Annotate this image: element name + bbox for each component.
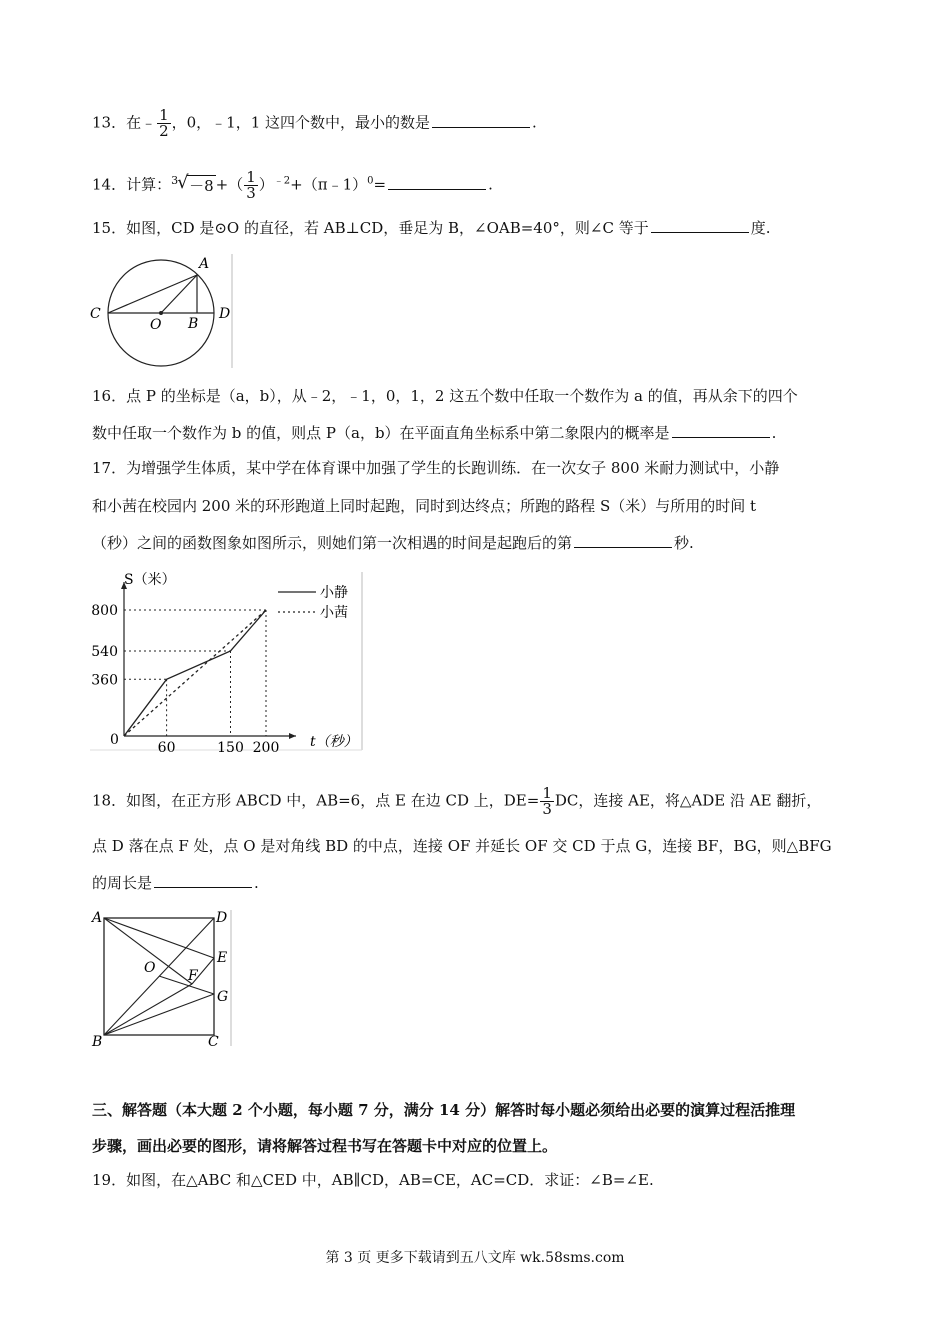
question-18-line2: 点 D 落在点 F 处，点 O 是对角线 BD 的中点，连接 OF 并延长 OF 交 CD 于点 G，连接 BF，BG，则△BFG [92, 837, 832, 855]
question-18-line1: 18．如图，在正方形 ABCD 中，AB=6，点 E 在边 CD 上，DE= $\frac{1}{3}$ DC，连接 AE，将△ADE 沿 AE 翻折， [92, 784, 822, 818]
label-o: O [144, 960, 156, 976]
x-tick-label: 150 [217, 740, 244, 752]
legend-label-1: 小茜 [320, 605, 348, 621]
question-17-line2: 和小茜在校园内 200 米的环形跑道上同时起跑，同时到达终点；所跑的路程 S（米）与所用的时间 t [92, 497, 757, 515]
label-d: D [216, 910, 228, 926]
section-3-heading-line2: 步骤，画出必要的图形，请将解答过程书写在答题卡中对应的位置上。 [92, 1137, 558, 1155]
question-17-line1: 17．为增强学生体质，某中学在体育课中加强了学生的长跑训练．在一次女子 800 米耐力测试中，小静 [92, 459, 780, 477]
label-b: B [188, 316, 199, 332]
origin-label: 0 [110, 732, 119, 748]
answer-blank [574, 533, 672, 548]
section-3-heading-line1: 三、解答题（本大题 2 个小题，每小题 7 分，满分 14 分）解答时每小题必须给出必要的演算过程活推理 [92, 1101, 796, 1119]
question-19: 19．如图，在△ABC 和△CED 中，AB∥CD，AB=CE，AC=CD．求证：∠B=∠E. [92, 1171, 654, 1189]
answer-blank [154, 873, 252, 888]
series-line-1 [124, 610, 266, 736]
label-c: C [90, 306, 101, 322]
question-13: 13．在﹣ $\frac{1}{2}$ ，0，﹣1，1 这四个数中，最小的数是 . [92, 106, 537, 140]
center-point [159, 311, 163, 315]
radical-sign-icon: √ [177, 172, 189, 193]
segment-ca [108, 275, 197, 313]
label-f: F [188, 968, 198, 984]
segment-bf [104, 984, 192, 1035]
square-figure [88, 908, 234, 1048]
legend-label-0: 小静 [320, 585, 348, 601]
label-g: G [217, 989, 229, 1005]
x-tick-label: 200 [252, 740, 280, 752]
answer-blank [432, 113, 530, 128]
segment-bg [104, 994, 214, 1035]
y-tick-label: 800 [91, 603, 118, 619]
series-line-0 [124, 610, 266, 736]
answer-blank [672, 423, 770, 438]
fraction: $\frac{1}{3}$ [542, 784, 552, 818]
label-d: D [219, 306, 231, 322]
cube-root: 3 √ －8 [171, 172, 214, 195]
question-16-line2: 数中任取一个数作为 b 的值，则点 P（a，b）在平面直角坐标系中第二象限内的概率是 . [92, 424, 777, 442]
fraction: $\frac{1}{2}$ [159, 106, 169, 140]
fraction: $\frac{1}{3}$ [246, 168, 256, 202]
segment-ae [104, 918, 214, 958]
label-c: C [208, 1034, 219, 1048]
distance-time-chart [88, 570, 364, 752]
y-tick-label: 540 [91, 643, 118, 660]
y-axis-label: S（米） [124, 572, 176, 588]
x-tick-label: 60 [157, 740, 176, 752]
label-o: O [150, 317, 162, 333]
segment-oa [161, 275, 197, 313]
circle-figure [88, 252, 236, 370]
label-b: B [92, 1034, 103, 1048]
x-axis-arrow-icon [289, 733, 296, 739]
label-a: A [199, 256, 210, 272]
question-17-line3: （秒）之间的函数图象如图所示，则她们第一次相遇的时间是起跑后的第 秒. [92, 534, 694, 552]
question-16-line1: 16．点 P 的坐标是（a，b），从﹣2，﹣1，0，1，2 这五个数中任取一个数作为 a 的值，再从余下的四个 [92, 387, 798, 405]
answer-blank [651, 218, 749, 233]
segment-og [159, 976, 214, 994]
y-tick-label: 360 [91, 672, 118, 689]
question-14: 14．计算： 3 √ －8 +（ $\frac{1}{3}$ ）$^{﹣2}$+（π﹣1）$^0$= . [92, 168, 493, 202]
label-a: A [92, 910, 103, 926]
question-15: 15．如图，CD 是⊙O 的直径，若 AB⊥CD，垂足为 B，∠OAB=40°，则∠C 等于 度. [92, 219, 771, 237]
x-axis-label: t（秒） [310, 734, 358, 750]
label-e: E [217, 950, 228, 966]
question-18-line3: 的周长是 . [92, 874, 259, 892]
page-footer: 第 3 页 更多下载请到五八文库 wk.58sms.com [325, 1250, 625, 1266]
answer-blank [388, 175, 486, 190]
